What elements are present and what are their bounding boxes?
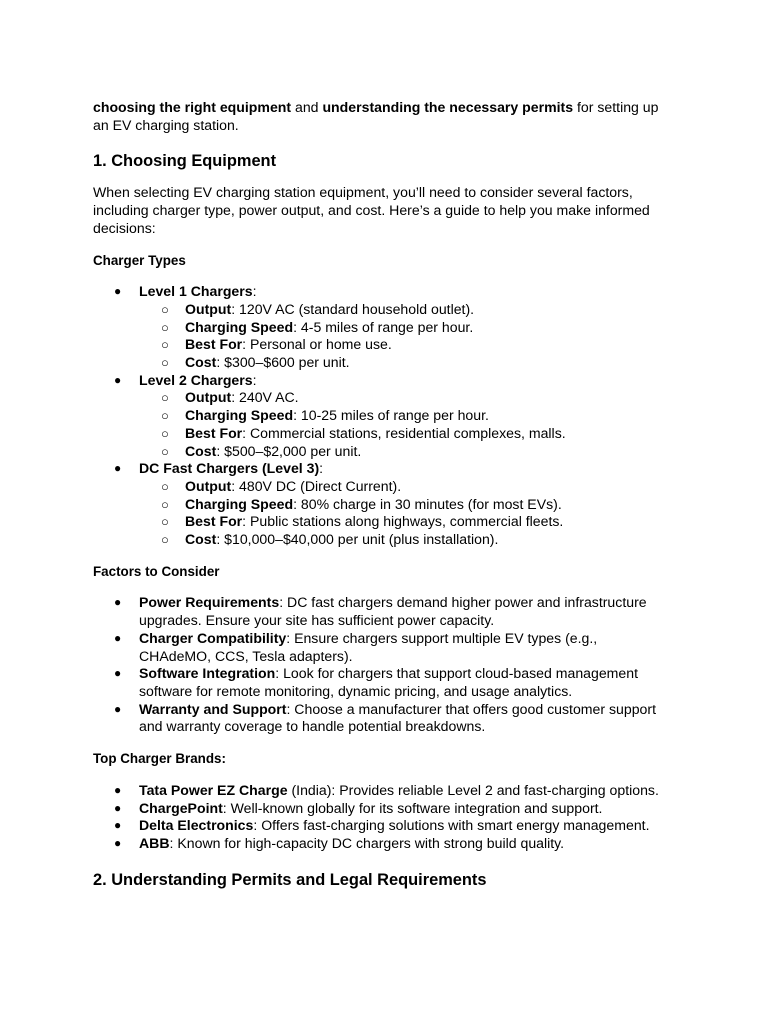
intro-bold-permits: understanding the necessary permits (322, 99, 574, 115)
brand-name: ChargePoint (139, 799, 223, 816)
list-item-factor (93, 665, 673, 700)
detail-label: Best For (185, 336, 243, 353)
hollow-bullet-icon: ○ (161, 355, 169, 371)
subheading-top-charger-brands: Top Charger Brands: (93, 751, 226, 767)
detail-text: : $300–$600 per unit. (216, 354, 350, 371)
section-heading-choosing-equipment: 1. Choosing Equipment (93, 152, 277, 171)
brand-name: ABB (139, 834, 170, 851)
list-item-brand (93, 800, 673, 818)
list-item-detail (139, 319, 673, 337)
hollow-bullet-icon: ○ (161, 408, 169, 424)
bullet-icon: ● (114, 630, 122, 645)
subheading-charger-types: Charger Types (93, 252, 186, 268)
detail-label: Output (185, 477, 232, 494)
charger-details-list (139, 389, 673, 460)
detail-label: Best For (185, 513, 243, 530)
list-item-detail (139, 336, 673, 354)
bullet-icon: ● (114, 284, 122, 299)
bullet-icon: ● (114, 461, 122, 476)
detail-text: : Commercial stations, residential complexes, malls. (242, 424, 566, 441)
list-item-factor (93, 701, 673, 736)
detail-text: : 10-25 miles of range per hour. (293, 407, 489, 424)
charger-details-list (139, 478, 673, 549)
factor-text: : Ensure chargers support multiple EV types (e.g., CHAdeMO, CCS, Tesla adapters). (139, 629, 598, 664)
list-item-charger-type: ● Level 2 Chargers: ○ Output: 240V AC. ○ Charging Speed: 10-25 miles of range per hour. ○ Best For: Commercial stations, residential complexes, malls. ○ Cost: $500–$2,000 per unit. (93, 372, 673, 461)
intro-rest: for setting up an EV charging station. (93, 99, 659, 133)
hollow-bullet-icon: ○ (161, 337, 169, 353)
factor-text: : Look for chargers that support cloud-based management software for remote monitoring, dynamic pricing, and usage analytics. (139, 665, 639, 699)
hollow-bullet-icon: ○ (161, 301, 169, 317)
list-item-charger-type: ● DC Fast Chargers (Level 3): ○ Output: 480V DC (Direct Current). ○ Charging Speed: 80% charge in 30 minutes (for most EVs). ○ Best For: Public stations along highways, commercial fleets. ○ Cost: $10,000–$40,000 per unit (plus installation). (93, 460, 673, 549)
brand-text: : Well-known globally for its software integration and support. (222, 799, 603, 816)
brands-list (93, 782, 673, 853)
intro-paragraph (93, 99, 673, 134)
list-item-detail (139, 531, 673, 549)
detail-text: : 480V DC (Direct Current). (231, 477, 402, 494)
brand-text: : Known for high-capacity DC chargers with strong build quality. (169, 834, 565, 851)
factor-label: Charger Compatibility (139, 629, 287, 646)
brand-name: Tata Power EZ Charge (139, 781, 288, 798)
detail-label: Cost (185, 442, 217, 459)
detail-text: : 4-5 miles of range per hour. (293, 318, 474, 335)
factor-label: Warranty and Support (139, 700, 287, 717)
intro-bold-equipment: choosing the right equipment (93, 99, 292, 115)
list-item-detail (139, 443, 673, 461)
hollow-bullet-icon: ○ (161, 390, 169, 406)
hollow-bullet-icon: ○ (161, 319, 169, 335)
detail-label: Charging Speed (185, 495, 294, 512)
factors-list (93, 594, 673, 736)
charger-type-name: Level 2 Chargers (139, 371, 253, 388)
list-item-detail (139, 407, 673, 425)
detail-label: Cost (185, 531, 217, 548)
bullet-icon: ● (114, 818, 122, 833)
hollow-bullet-icon: ○ (161, 496, 169, 512)
hollow-bullet-icon: ○ (161, 514, 169, 530)
detail-text: : 120V AC (standard household outlet). (231, 300, 475, 317)
list-item-factor (93, 630, 673, 665)
brand-text: : Offers fast-charging solutions with smart energy management. (253, 817, 650, 834)
factor-label: Software Integration (139, 665, 276, 682)
detail-label: Charging Speed (185, 407, 294, 424)
charger-details-list (139, 301, 673, 372)
factor-text: : DC fast chargers demand higher power and infrastructure upgrades. Ensure your site has sufficient power capacity. (139, 594, 647, 629)
detail-label: Best For (185, 424, 243, 441)
list-item-detail (139, 389, 673, 407)
intro-connector: and (291, 99, 323, 115)
detail-label: Cost (185, 354, 217, 371)
detail-text: : Personal or home use. (242, 336, 392, 353)
brand-text: (India): Provides reliable Level 2 and fast-charging options. (287, 781, 659, 798)
bullet-icon: ● (114, 666, 122, 681)
detail-label: Output (185, 300, 232, 317)
bullet-icon: ● (114, 835, 122, 850)
hollow-bullet-icon: ○ (161, 425, 169, 441)
detail-label: Output (185, 389, 232, 406)
bullet-icon: ● (114, 701, 122, 716)
list-item-detail (139, 425, 673, 443)
list-item-factor (93, 594, 673, 629)
detail-text: : 240V AC. (231, 389, 299, 406)
section-heading-permits: 2. Understanding Permits and Legal Requirements (93, 870, 487, 889)
list-item-detail (139, 496, 673, 514)
list-item-detail (139, 301, 673, 319)
list-item-detail (139, 513, 673, 531)
charger-type-name: DC Fast Chargers (Level 3) (139, 460, 320, 477)
hollow-bullet-icon: ○ (161, 532, 169, 548)
factor-label: Power Requirements (139, 594, 280, 611)
list-item-brand (93, 817, 673, 835)
factor-text: : Choose a manufacturer that offers good customer support and warranty coverage to handle potential breakdowns. (139, 700, 656, 735)
bullet-icon: ● (114, 595, 122, 610)
charger-types-list (93, 283, 673, 549)
hollow-bullet-icon: ○ (161, 478, 169, 494)
hollow-bullet-icon: ○ (161, 443, 169, 459)
detail-label: Charging Speed (185, 318, 294, 335)
brand-name: Delta Electronics (139, 817, 254, 834)
detail-text: : Public stations along highways, commercial fleets. (242, 513, 564, 530)
list-item-brand (93, 835, 673, 853)
detail-text: : $10,000–$40,000 per unit (plus installation). (216, 531, 499, 548)
list-item-detail (139, 354, 673, 372)
bullet-icon: ● (114, 372, 122, 387)
section-intro-paragraph: When selecting EV charging station equipment, you’ll need to consider several factors, including charger type, power output, and cost. Here’s a guide to help you make informed decisions: (93, 184, 650, 236)
bullet-icon: ● (114, 800, 122, 815)
bullet-icon: ● (114, 782, 122, 797)
detail-text: : 80% charge in 30 minutes (for most EVs). (293, 495, 562, 512)
detail-text: : $500–$2,000 per unit. (216, 442, 362, 459)
list-item-brand (93, 782, 673, 800)
document-page (93, 99, 673, 890)
charger-type-name: Level 1 Chargers (139, 283, 253, 300)
list-item-charger-type: ● Level 1 Chargers: ○ Output: 120V AC (standard household outlet). ○ Charging Speed: 4-5 miles of range per hour. ○ Best For: Personal or home use. ○ Cost: $300–$600 per unit. (93, 283, 673, 372)
subheading-factors-to-consider: Factors to Consider (93, 563, 220, 579)
list-item-detail (139, 478, 673, 496)
